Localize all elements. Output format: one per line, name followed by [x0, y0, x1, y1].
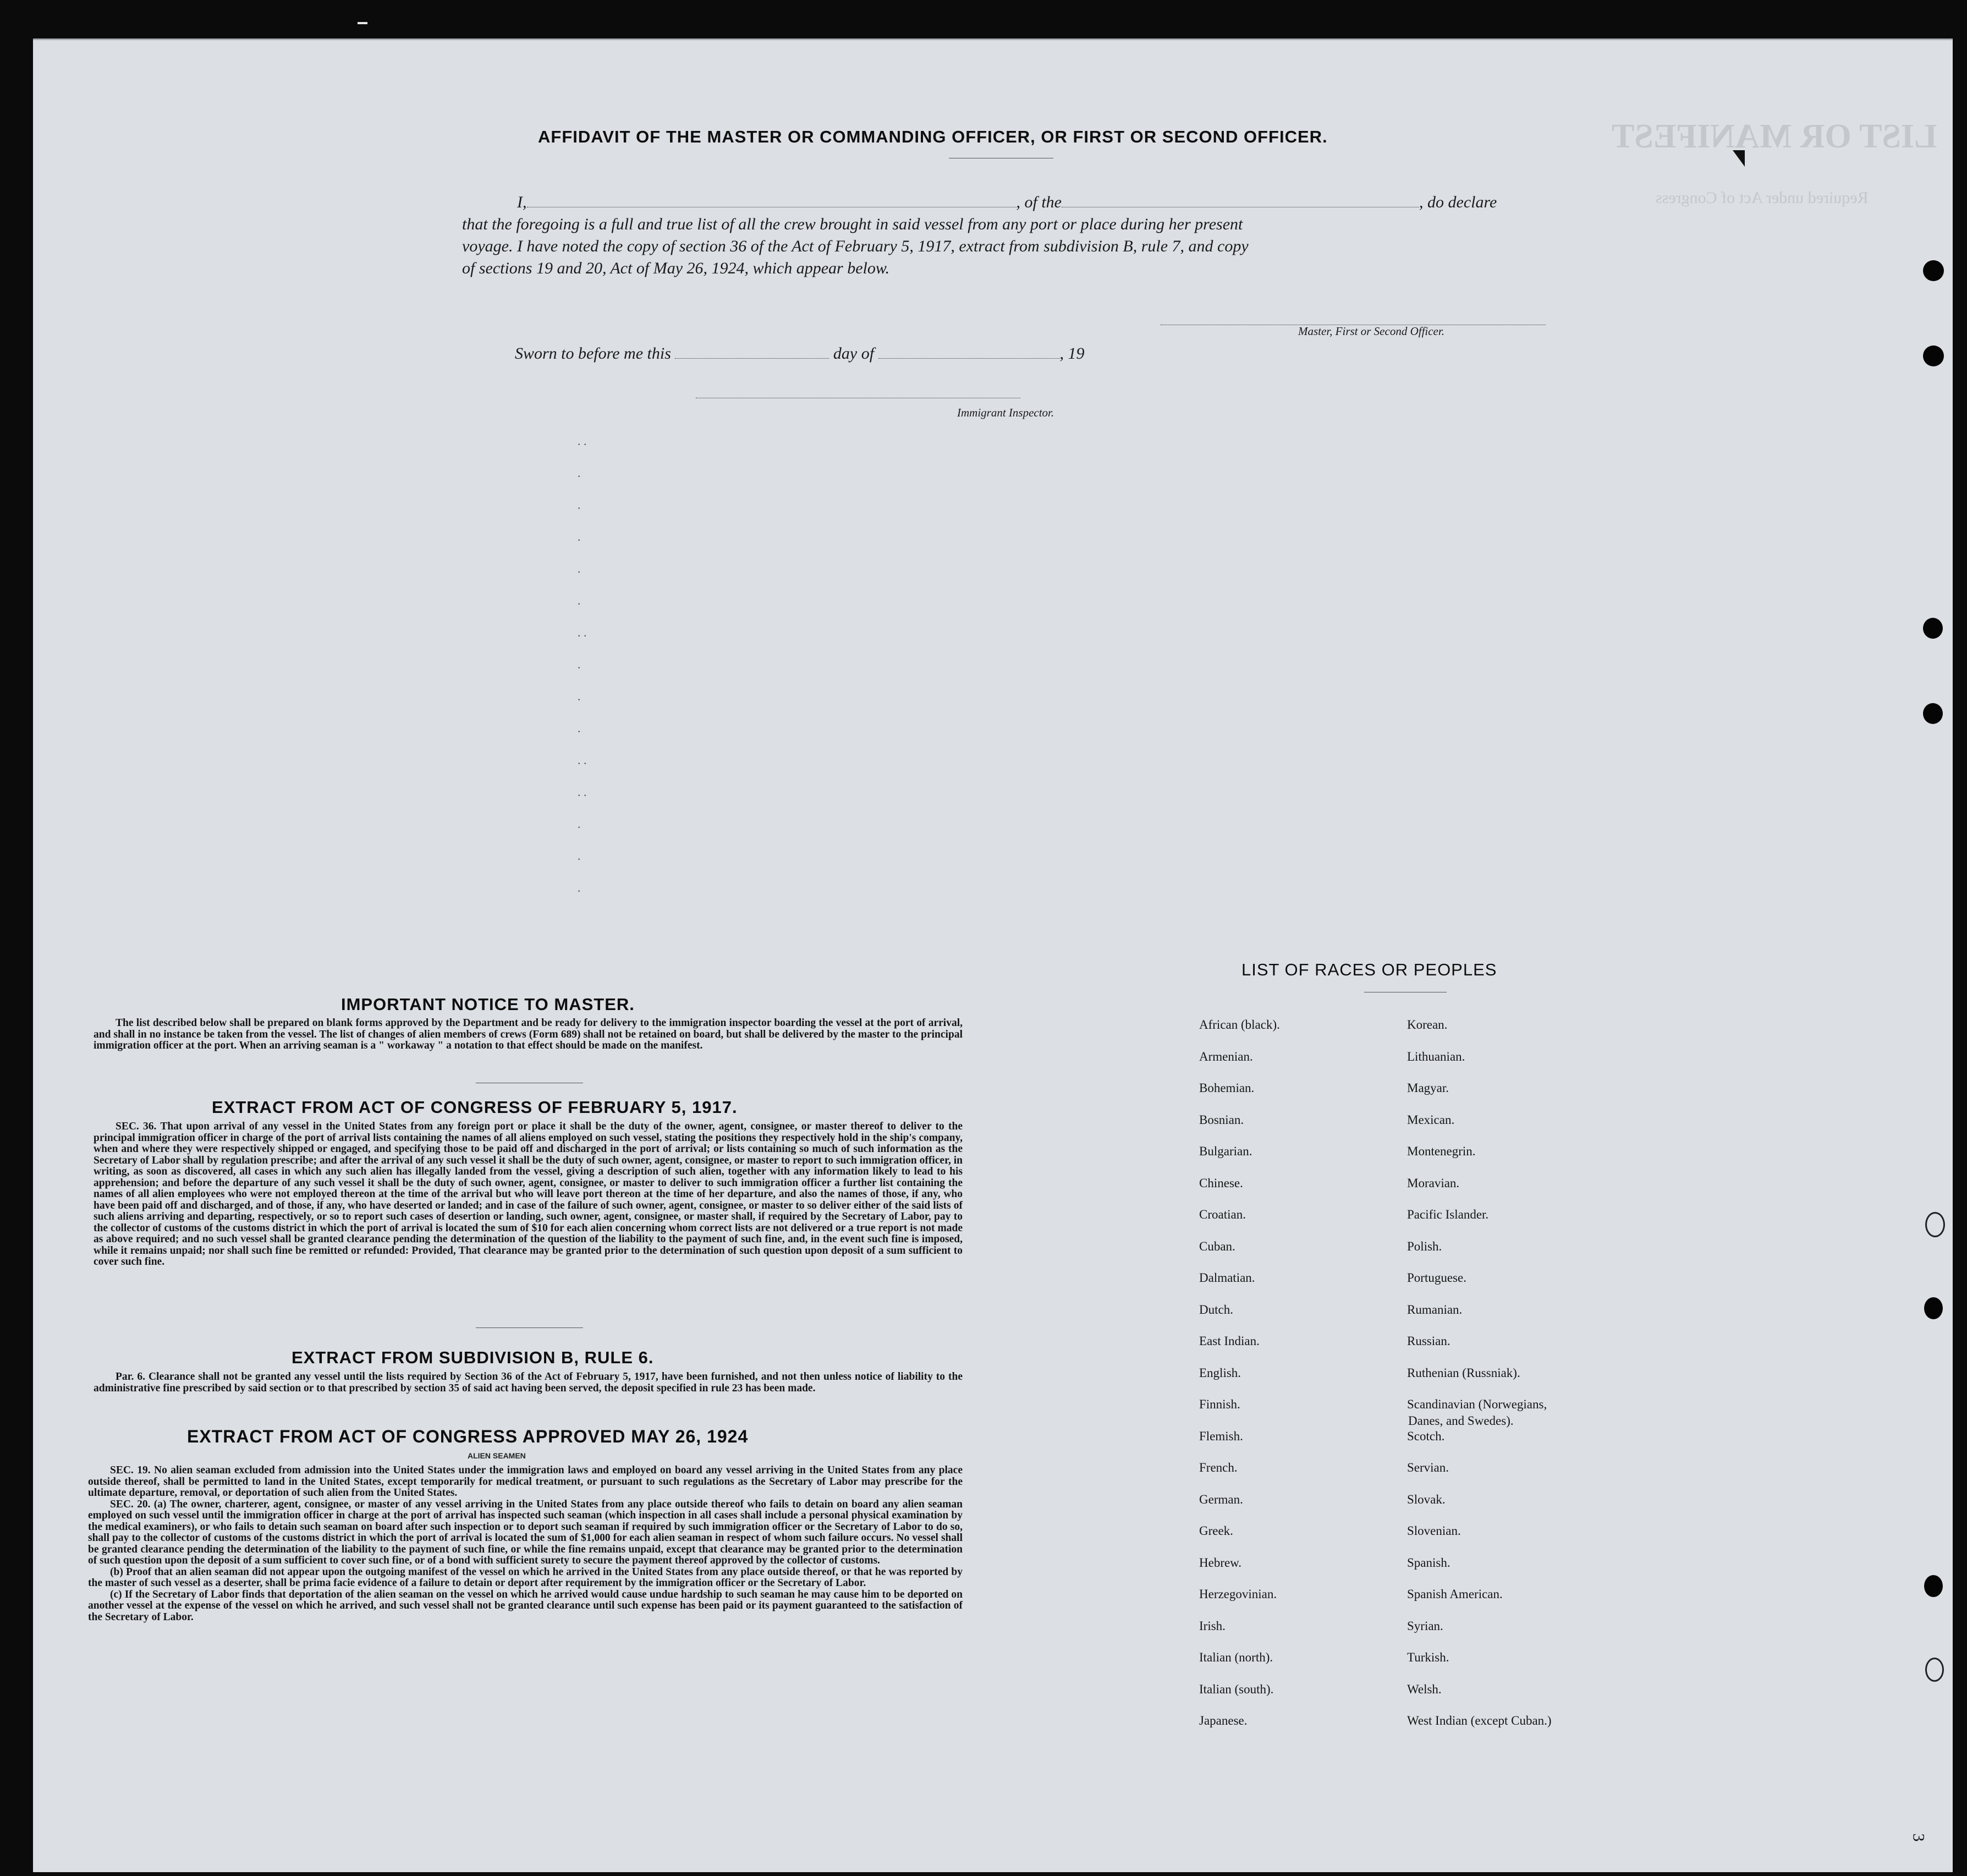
- race-item: Armenian.: [1199, 1049, 1253, 1063]
- race-item: Croatian.: [1199, 1208, 1246, 1221]
- affidavit-body-2: voyage. I have noted the copy of section 36 of the Act of February 5, 1917, extract from subdivision B, rule 7, and copy: [462, 237, 1249, 255]
- race-item: Italian (north).: [1199, 1650, 1273, 1664]
- dot-marks: . . . . . . . . . . . . . . . . . . .: [578, 434, 587, 895]
- race-item: Korean.: [1407, 1018, 1448, 1032]
- punch-hole: [1923, 703, 1943, 724]
- affidavit-body-3: of sections 19 and 20, Act of May 26, 1924, which appear below.: [462, 259, 890, 277]
- corner-marker: [1733, 150, 1745, 167]
- edge-artifact: [358, 22, 367, 24]
- sec20c-paragraph: (c) If the Secretary of Labor finds that deportation of the alien seaman on the vessel on which he arrived would cause undue hardship to such seaman he may cause him to be deported on another vessel at the expense of the vessel on which he arrived, and such vessel shall not be granted clearance until such expense has been paid or its payment guaranteed to the satisfaction of the Secretary of Labor.: [88, 1588, 963, 1623]
- year-label: , 19: [1059, 344, 1085, 363]
- day-of-label: day of: [833, 344, 875, 363]
- race-item: Chinese.: [1199, 1176, 1243, 1190]
- notice-paragraph: The list described below shall be prepared on blank forms approved by the Department and be ready for delivery to the immigration inspector boarding the vessel at the port of arrival, and shall in no instance be taken from the vessel. The list of changes of alien members of crews (Form 689) shall not be retained on board, but shall be delivered by the master to the principal immigration officer at the port. When an arriving seaman is a " workaway " a notation to that effect should be made on the manifest.: [94, 1017, 963, 1051]
- rule6-paragraph: Par. 6. Clearance shall not be granted any vessel until the lists required by Section 36 of the Act of February 5, 1917, have been furnished, and not then unless notice of liability to the administrative fine prescribed by said section or to that prescribed by section 35 of said act having been served, the deposit specified in rule 23 has been made.: [94, 1371, 963, 1394]
- notice-text: [94, 1018, 963, 1052]
- inspector-label: Immigrant Inspector.: [957, 406, 1054, 419]
- affidavit-title: AFFIDAVIT OF THE MASTER OR COMMANDING OFFICER, OR FIRST OR SECOND OFFICER.: [538, 127, 1328, 146]
- race-item: Slovenian.: [1407, 1524, 1461, 1538]
- race-item: Spanish American.: [1407, 1587, 1503, 1601]
- race-item: Italian (south).: [1199, 1682, 1274, 1696]
- race-item: Pacific Islander.: [1407, 1208, 1489, 1221]
- race-item: Russian.: [1407, 1334, 1450, 1348]
- race-item: Polish.: [1407, 1239, 1442, 1253]
- sec19-paragraph: SEC. 19. No alien seaman excluded from admission into the United States under the immigration laws and employed on board any vessel arriving in the United States from any place outside thereof, shall be permitted to land in the United States, except temporarily for medical treatment, or pursuant to such regulations as the Secretary of Labor may prescribe for the ultimate departure, removal, or deportation of such alien from the United States.: [88, 1464, 963, 1499]
- race-item: Bulgarian.: [1199, 1144, 1252, 1158]
- race-item: Cuban.: [1199, 1239, 1235, 1253]
- race-item: Montenegrin.: [1407, 1144, 1476, 1158]
- sworn-date-field[interactable]: [675, 342, 829, 359]
- race-item: African (black).: [1199, 1018, 1280, 1032]
- race-item: Ruthenian (Russniak).: [1407, 1365, 1520, 1380]
- race-item: Bohemian.: [1199, 1081, 1255, 1095]
- race-item: Slovak.: [1407, 1492, 1446, 1506]
- affidavit-declaration-line: [517, 190, 1497, 212]
- affidavit-body-1: that the foregoing is a full and true list of all the crew brought in said vessel from any port or place during her present: [462, 215, 1243, 233]
- race-item-continuation: Danes, and Swedes).: [1408, 1414, 1514, 1428]
- race-item: Scotch.: [1407, 1429, 1445, 1443]
- punch-hole: [1924, 1575, 1943, 1597]
- race-item: Greek.: [1199, 1524, 1233, 1538]
- rule6-title: EXTRACT FROM SUBDIVISION B, RULE 6.: [292, 1348, 654, 1367]
- sworn-line: [515, 342, 1085, 363]
- race-item: Lithuanian.: [1407, 1049, 1465, 1063]
- document-sheet: [33, 39, 1953, 1872]
- race-item: East Indian.: [1199, 1334, 1260, 1348]
- sec20b-paragraph: (b) Proof that an alien seaman did not appear upon the outgoing manifest of the vessel on which he arrived in the United States from any place outside thereof, or that he was reported by the master of such vessel as a deserter, shall be prima facie evidence of a failure to detain or deport after requirement by the immigration officer or the Secretary of Labor.: [88, 1566, 963, 1589]
- race-item: Moravian.: [1407, 1176, 1460, 1190]
- do-declare-label: , do declare: [1419, 193, 1497, 211]
- sworn-label: Sworn to before me this: [515, 344, 671, 363]
- notice-title: IMPORTANT NOTICE TO MASTER.: [341, 995, 635, 1014]
- race-item: Magyar.: [1407, 1081, 1449, 1095]
- sec20a-paragraph: SEC. 20. (a) The owner, charterer, agent, consignee, or master of any vessel arriving in the United States from any place outside thereof who fails to detain on board any alien seaman employed on such vessel until the immigration officer in charge at the port of arrival has inspected such seaman (which inspection in all cases shall include a personal physical examination by the medical examiners), or who fails to detain such seaman on board after such inspection or to deport such seaman if required by such immigration officer or the Secretary of Labor to do so, shall pay to the collector of customs of the customs district in which the port of arrival is located the sum of $1,000 for each alien seaman in respect of whom such failure occurs. No vessel shall be granted clearance pending the determination of the liability to the payment of such fine, or while the fine remains unpaid, except that clearance may be granted prior to the determination of such question upon the deposit of a sum sufficient to cover such fine, or of a bond with sufficient surety to secure the payment thereof approved by the collector of customs.: [88, 1498, 963, 1566]
- page-number: 3: [1909, 1833, 1928, 1842]
- extract-1924-text: [88, 1465, 963, 1623]
- race-item: Servian.: [1407, 1461, 1449, 1474]
- i-label: I,: [517, 193, 527, 211]
- punch-hole: [1925, 1658, 1944, 1682]
- punch-hole: [1924, 1297, 1943, 1319]
- extract-1917-text: [94, 1121, 963, 1268]
- extract-1924-title: EXTRACT FROM ACT OF CONGRESS APPROVED MAY 26, 1924: [187, 1427, 749, 1446]
- bleed-through-text: LIST OR MANIFEST: [1612, 118, 1937, 155]
- race-item: Dalmatian.: [1199, 1271, 1255, 1285]
- inspector-signature-line[interactable]: [696, 397, 1020, 398]
- race-item: Mexican.: [1407, 1112, 1455, 1127]
- punch-hole: [1925, 1212, 1945, 1237]
- race-item: Bosnian.: [1199, 1112, 1244, 1127]
- race-item: Syrian.: [1407, 1619, 1443, 1633]
- extract-1917-paragraph: SEC. 36. That upon arrival of any vessel in the United States from any foreign port or place it shall be the duty of the owner, agent, consignee, or master thereof to deliver to the principal immigration officer in charge of the port of arrival lists containing the names of all aliens employed on such vessel, stating the positions they respectively hold in the ship's company, when and where they were respectively shipped or engaged, and specifying those to be paid off and discharged in the port of arrival; or lists containing so much of such information as the Secretary of Labor shall by regulation prescribe; and after the arrival of any such vessel it shall be the duty of such owner, agent, consignee, or master to report to such immigration officer, in writing, as soon as discovered, all cases in which any such alien has illegally landed from the vessel, giving a description of such alien, together with any information likely to lead to his apprehension; and before the departure of any such vessel it shall be the duty of such owner, agent, consignee, or master to deliver to such immigration officer a further list containing the names of all alien employees who were not employed thereon at the time of the arrival but who will leave port thereon at the time of her departure, and also the names of those, if any, who have been paid off and discharged, and of those, if any, who have deserted or landed; and in case of the failure of such owner, agent, consignee, or master to so deliver either of the said lists of such aliens arriving and departing, respectively, or so to report such cases of desertion or landing, such owner, agent, consignee, or master shall, if required by the Secretary of Labor, pay to the collector of customs of the customs district in which the port of arrival is located the sum of $10 for each alien concerning whom correct lists are not delivered or a true report is not made as above required; and no such vessel shall be granted clearance pending the determination of the question of the liability to the payment of such fine, and, in the event such fine is imposed, while it remains unpaid; nor shall such fine be remitted or refunded: Provided, That clearance may be granted prior to the determination of such question upon deposit of a sum sufficient to cover such fine.: [94, 1121, 963, 1268]
- rule6-text: [94, 1372, 963, 1394]
- race-item: Flemish.: [1199, 1429, 1243, 1443]
- race-item: German.: [1199, 1492, 1243, 1506]
- race-item: Hebrew.: [1199, 1555, 1242, 1570]
- of-the-label: , of the: [1016, 193, 1062, 211]
- punch-hole: [1923, 260, 1944, 281]
- race-item: English.: [1199, 1365, 1241, 1380]
- name-field[interactable]: [527, 190, 1017, 207]
- punch-hole: [1923, 618, 1943, 639]
- sworn-month-field[interactable]: [878, 342, 1060, 359]
- bleed-through-text: Required under Act of Congress: [1656, 189, 1869, 207]
- race-item: Welsh.: [1407, 1682, 1442, 1696]
- alien-seamen-subtitle: ALIEN SEAMEN: [468, 1451, 526, 1460]
- race-item: Irish.: [1199, 1619, 1226, 1633]
- race-item: Portuguese.: [1407, 1271, 1466, 1285]
- races-title: LIST OF RACES OR PEOPLES: [1241, 960, 1497, 979]
- vessel-field[interactable]: [1062, 190, 1419, 207]
- extract-1917-title: EXTRACT FROM ACT OF CONGRESS OF FEBRUARY 5, 1917.: [212, 1098, 738, 1117]
- race-item: Finnish.: [1199, 1397, 1240, 1411]
- punch-hole: [1923, 345, 1944, 366]
- race-item: West Indian (except Cuban.): [1407, 1714, 1552, 1727]
- master-signature-label: Master, First or Second Officer.: [1298, 325, 1444, 338]
- race-item: Dutch.: [1199, 1302, 1233, 1317]
- race-item: Turkish.: [1407, 1650, 1449, 1664]
- race-item: Rumanian.: [1407, 1302, 1463, 1317]
- race-item: Scandinavian (Norwegians,: [1407, 1397, 1547, 1411]
- race-item: Herzegovinian.: [1199, 1587, 1277, 1601]
- race-item: Japanese.: [1199, 1714, 1248, 1727]
- race-item: French.: [1199, 1461, 1238, 1474]
- race-item: Spanish.: [1407, 1555, 1450, 1570]
